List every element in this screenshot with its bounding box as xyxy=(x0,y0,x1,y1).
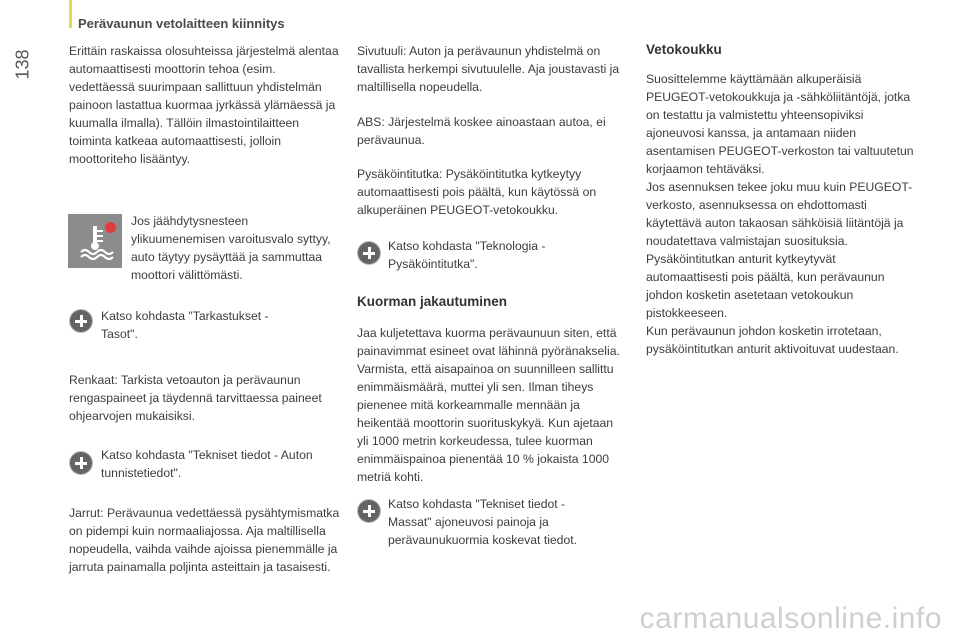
see-reference-icon xyxy=(70,452,92,474)
reference-tech-identification: Katso kohdasta "Tekniset tiedot - Auton tunnistetiedot". xyxy=(101,448,313,480)
coolant-warning-text: Jos jäähdytysnesteen ylikuumenemisen varoitusvalo syttyy, auto täytyy pysäyttää ja sammuttaa moottori välittömästi. xyxy=(131,214,331,282)
towbar-text: Suosittelemme käyttämään alkuperäisiä PEUGEOT-vetokoukkuja ja -sähköliitäntöjä, jotka on testattu ja valmistettu yhteensopiviksi ajoneuvosi kanssa, ja antamaan niiden asentamisen PEUGEOT-verkoston tai valtuutetun korjaamon tehtäväksi. Jos asennuksen tekee joku muu kuin PEUGEOT-verkosto, asennuksessa on ehdottomasti käytettävä auton takaosan sähköisiä liitäntöjä ja noudatettava valmistajan suosituksia. Pysäköintitutkan anturit kytkeytyvät automaattisesti pois päältä, kun perävaunun johdon kosketin asetetaan vetokoukun pistokkeeseen. Kun perävaunun johdon kosketin irrotetaan, pysäköintitutkan anturit aktivoituvat uudestaan. xyxy=(646,72,914,356)
tyres-label: Renkaat: xyxy=(69,373,118,387)
tyres-paragraph xyxy=(69,371,341,425)
reference-parking-sensor: Katso kohdasta "Teknologia - Pysäköintitutka". xyxy=(388,239,546,271)
parking-sensor-text: Pysäköintitutka kytkeytyy automaattisesti pois päältä, kun käytössä on alkuperäinen PEUGEOT-vetokoukku. xyxy=(357,167,597,217)
see-reference-icon xyxy=(358,242,380,264)
header-accent-bar xyxy=(69,0,72,28)
thermometer-icon xyxy=(68,214,122,268)
section-title: Perävaunun vetolaitteen kiinnitys xyxy=(78,16,285,31)
reference-checks-levels: Katso kohdasta "Tarkastukset - Tasot". xyxy=(101,309,269,341)
warning-light-dot xyxy=(105,222,116,233)
see-reference-icon xyxy=(70,310,92,332)
intro-paragraph: Erittäin raskaissa olosuhteissa järjestelmä alentaa automaattisesti moottorin tehoa (esim. vedettäessä suurimpaan sallittuun yhdistelmän painoon lastattua kuormaa jyrkässä ylämäessä ja kuumalla ilmalla). Tällöin ilmastointilaitteen toiminta katkeaa automaattisesti, jolloin moottoriteho lisääntyy. xyxy=(69,44,339,166)
towbar-heading: Vetokoukku xyxy=(646,42,722,57)
brakes-text: Perävaunua vedettäessä pysähtymismatka on pidempi kuin normaaliajossa. Aja maltillisella nopeudella, vaihda vaihde ajoissa pienemmälle ja jarruta painamalla poljinta asteittain ja tasaisesti. xyxy=(69,506,340,574)
coolant-warning-icon xyxy=(68,214,122,268)
watermark: carmanualsonline.info xyxy=(639,602,942,635)
tyres-text: Tarkista vetoauton ja perävaunun rengaspaineet ja täydennä tarvittaessa paineet ohjearvojen mukaisiksi. xyxy=(69,373,322,423)
see-reference-icon xyxy=(358,500,380,522)
sidewind-label: Sivutuuli: xyxy=(357,44,407,58)
load-distribution-text: Jaa kuljetettava kuorma perävaunuun siten, että painavimmat esineet ovat lähinnä pyöränakselia. Varmista, että aisapainoa on suunnilleen sallittu enimmäismäärä, muttei yli sen. Ilman tiheys pienenee mitä korkeammalle mennään ja heikentää moottorin suorituskykyä. Kun ajetaan yli 1000 metrin korkeudessa, tulee kuorman enimmäispainoa pienentää 10 % jokaista 1000 metriä kohti. xyxy=(357,326,620,484)
sidewind-paragraph xyxy=(357,42,627,96)
abs-label: ABS: xyxy=(357,115,385,129)
page-number: 138 xyxy=(12,49,33,80)
reference-masses: Katso kohdasta "Tekniset tiedot - Massat" ajoneuvosi painoja ja perävaunukuormia koskevat tiedot. xyxy=(388,497,578,547)
sidewind-text: Auton ja perävaunun yhdistelmä on tavallista herkempi sivutuulelle. Aja joustavasti ja maltillisella nopeudella. xyxy=(357,44,620,94)
parking-sensor-label: Pysäköintitutka: xyxy=(357,167,443,181)
brakes-label: Jarrut: xyxy=(69,506,104,520)
parking-sensor-paragraph xyxy=(357,165,629,219)
brakes-paragraph xyxy=(69,504,341,576)
abs-text: Järjestelmä koskee ainoastaan autoa, ei perävaunua. xyxy=(357,115,606,147)
load-distribution-heading: Kuorman jakautuminen xyxy=(357,294,508,309)
abs-paragraph xyxy=(357,113,627,149)
